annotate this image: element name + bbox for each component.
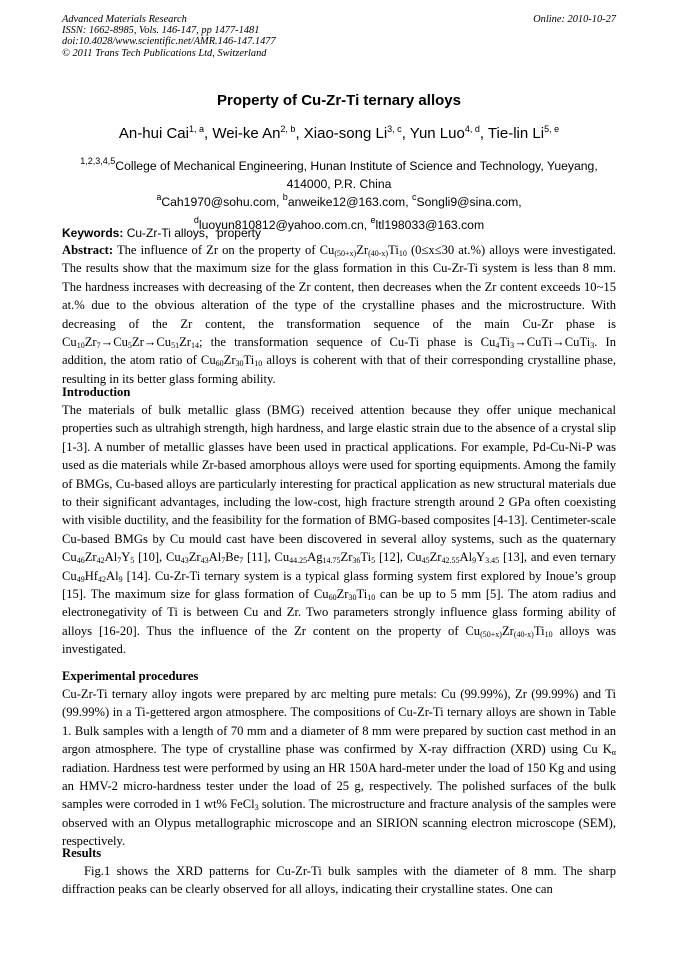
author-name: Tie-lin Li	[487, 125, 545, 142]
email-sup: d	[193, 215, 199, 225]
affiliation-sup: 1,2,3,4,5	[80, 156, 116, 166]
abstract-text: . In addition, the atom ratio of	[62, 335, 617, 368]
formula: $Cu_{45}Zr_{42.55}Al_9Y_{3.45}$	[406, 550, 500, 566]
introduction-paragraph: The materials of bulk metallic glass (BMG) received attention because they offer unique mechanical properties such as ultrahigh strength, high hardness, and large elastic strain due to the absence of a crystal slip [1-3]. A number of metallic glasses have been used in practical applications. For example, Pd-Cu-Ni-P was used as die materials while Zr-based amorphous alloys were used for sporting equipments. Among the family of BMGs, Cu-based alloys are particularly interesting for practical application as new structural materials due to their significant advantages, including the low-cost, high fracture strength around 2 GPa often coexisting with visible ductility, and the feasibility for the formation of BMG-based composites [4-13]. Centimeter-scale Cu-based BMGs by Cu mould cast have been discovered in several alloy systems, such as the quaternary $Cu_{46}Zr_{42}Al_7Y_5$ [10], $Cu_{43}Zr_{43}Al_7Be_7$ [11], $Cu_{44.25}Ag_{14.75}Zr_{36}Ti_5$ [12], $Cu_{45}Zr_{42.55}Al_9Y_{3.45}$ [13], and even ternary $Cu_{49}Hf_{42}Al_9$ [14]. Cu-Zr-Ti ternary system is a typical glass forming system first explored by Inoue’s group [15]. The maximum size for glass formation of $Cu_{60}Zr_{30}Ti_{10}$ can be up to 5 mm [5]. The atom radius and electronegativity of Ti is between Cu and Zr. Two parameters strongly influence glass forming ability of alloys [16-20]. Thus the influence of the Zr content on the property of $Cu_{(50+x)}Zr_{(40-x)}Ti_{10}$ alloys was investigated.	[62, 403, 617, 657]
author-sup: 4, d	[464, 124, 480, 134]
abstract-text: alloys is coherent with that of their corresponding crystalline phase, resulting in its better glass forming ability.	[62, 353, 616, 386]
abstract	[62, 241, 616, 388]
abstract-text: (0≤x≤30 at.%) alloys were investigated. The results show that the maximum size for the glass formation in this Cu-Zr-Ti system is less than 8 mm. The hardness increases with decreasing of the Zr content, then decreases when the Zr content exceeds 10~15 at.% due to the obvious alteration of the type of the crystalline phases and the microstructure. With decreasing of the Zr content, the transformation sequence of the main Cu-Zr phase is	[62, 243, 617, 331]
affiliation-line1: College of Mechanical Engineering, Hunan Institute of Science and Technology, Yueyang,	[115, 159, 598, 173]
email-sup: e	[370, 215, 376, 225]
formula: $Cu_{49}Hf_{42}Al_9$	[62, 568, 123, 584]
abstract-label: Abstract:	[62, 243, 114, 257]
author-sup: 2, b	[280, 124, 296, 134]
doi-line: doi:10.4028/www.scientific.net/AMR.146-147.1477	[62, 36, 276, 48]
author-name: Wei-ke An	[212, 125, 281, 142]
section-heading-experimental: Experimental procedures	[62, 669, 199, 683]
author-sup: 3, c	[387, 124, 402, 134]
formula: $Cu_{44.25}Ag_{14.75}Zr_{36}Ti_5$	[274, 550, 376, 566]
section-heading-results: Results	[62, 846, 102, 860]
email-address: Cah1970@sohu.com	[161, 195, 277, 209]
formula: $Cu_{60}Zr_{30}Ti_{10}$	[313, 587, 376, 603]
email-address: Songli9@sina.com	[416, 195, 519, 209]
affiliation-line2: 414000, P.R. China	[286, 177, 392, 191]
email-address: luoyun810812@yahoo.com.cn	[198, 218, 364, 232]
email-sup: b	[282, 192, 288, 202]
abstract-text: ; the transformation sequence of Cu-Ti phase is	[198, 335, 473, 350]
email-list: $^a$Cah1970@sohu.com, $^b$anweike12@163.com, $^c$Songli9@sina.com, $^d$luoyun810812@yahoo.com.cn, $^e$ltl198033@163.com	[156, 192, 522, 232]
author-list: An-hui Cai$^{1, a}$, Wei-ke An$^{2, b}$, Xiao-song Li$^{3, c}$, Yun Luo$^{4, d}$, Tie-lin Li$^{5, e}$	[118, 124, 560, 142]
formula: $Cu_{60}Zr_{30}Ti_{10}$	[200, 353, 263, 369]
issn-line: ISSN: 1662-8985, Vols. 146-147, pp 1477-1481	[62, 25, 260, 37]
experimental-paragraph: Cu-Zr-Ti ternary alloy ingots were prepared by arc melting pure metals: Cu (99.99%), Zr (99.99%) and Ti (99.99%) in a Ti-gettered argon atmosphere. The compositions of Cu-Zr-Ti ternary alloys are shown in Table 1. Bulk samples with a length of 70 mm and a diameter of 8 mm were prepared by suction cast method in an argon atmosphere. The type of crystalline phase was confirmed by X-ray diffraction (XRD) using Cu $K_\alpha$ radiation. Hardness test were performed by using an HR 150A hard-meter under the load of 150 Kg and using an HMV-2 micro-hardness tester under the load of 25 g, respectively. The polished surfaces of the bulk samples were corroded in 1 wt% FeCl$_3$ solution. The microstructure and fracture analysis of the samples were observed with an Olypus metallographic microscope and an SIRION scanning electron microscope (SEM), respectively.	[62, 687, 616, 849]
author-name: Yun Luo	[409, 125, 465, 142]
abstract-text: The influence of Zr on the property of	[116, 243, 316, 257]
online-date: Online: 2010-10-27	[533, 14, 616, 25]
formula: $Cu_{43}Zr_{43}Al_7Be_7$	[166, 550, 244, 566]
email-sup: c	[411, 192, 417, 202]
keywords-label: Keywords:	[62, 226, 124, 240]
email-address: anweike12@163.com	[287, 195, 406, 209]
formula: $Cu_{46}Zr_{42}Al_7Y_5$	[62, 550, 135, 566]
formula: $Cu_{10}Zr_7\to Cu_5Zr\to Cu_{51}Zr_{14}$	[62, 335, 199, 351]
keywords	[62, 224, 616, 241]
paper-title: Property of Cu-Zr-Ti ternary alloys	[217, 92, 461, 109]
author-name: Xiao-song Li	[303, 125, 388, 142]
formula: $Cu_{(50+x)}Zr_{(40-x)}Ti_{10}$	[465, 623, 553, 639]
copyright-line: © 2011 Trans Tech Publications Ltd, Switzerland	[62, 47, 267, 59]
journal-header	[62, 14, 616, 59]
author-name: An-hui Cai	[118, 125, 189, 142]
keywords-text: Cu-Zr-Ti alloys，property	[126, 226, 261, 240]
author-sup: 1, a	[188, 124, 204, 134]
email-sup: a	[156, 192, 162, 202]
formula: $Cu_{(50+x)}Zr_{(40-x)}Ti_{10}$	[319, 243, 407, 258]
email-address: ltl198033@163.com	[375, 218, 485, 232]
author-sup: 5, e	[544, 124, 560, 134]
affiliation	[62, 152, 616, 193]
journal-name: Advanced Materials Research	[62, 14, 187, 25]
formula: $Cu_4Ti_3\to CuTi\to CuTi_3$	[480, 335, 595, 351]
results-paragraph: Fig.1 shows the XRD patterns for Cu-Zr-Ti bulk samples with the diameter of 8 mm. The sharp diffraction peaks can be clearly observed for all alloys, indicating their crystalline states. One can	[62, 864, 616, 897]
section-heading-introduction: Introduction	[62, 385, 131, 399]
